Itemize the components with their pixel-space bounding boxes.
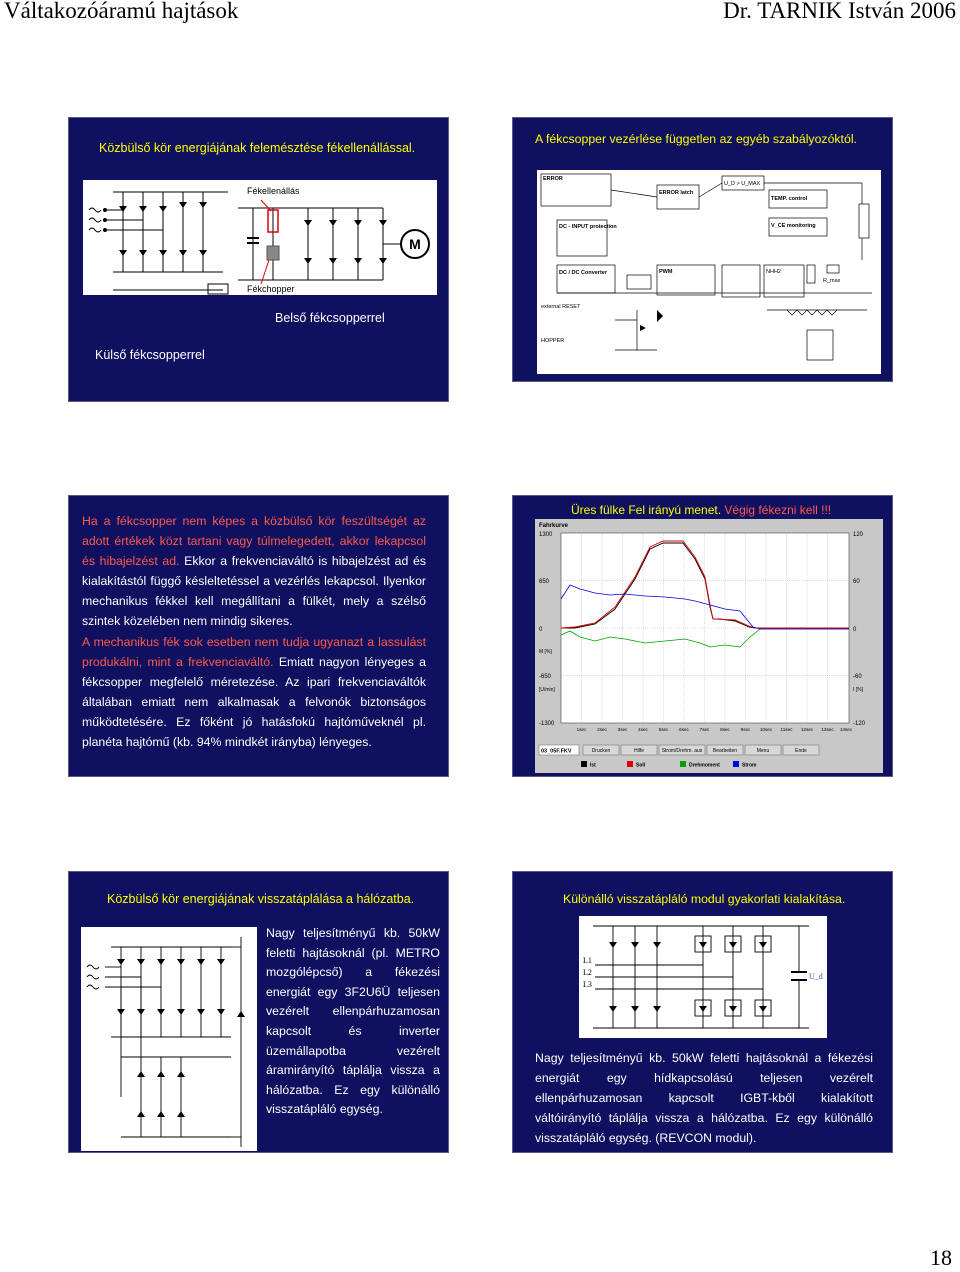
tt-10: 10sec <box>759 727 773 732</box>
legend-ist-swatch <box>581 761 587 767</box>
dg-nhh2: NHH2 <box>766 269 781 275</box>
rt-1: 60 <box>853 579 860 585</box>
svg-text:Hilfe: Hilfe <box>633 748 645 754</box>
legend-strom: Strom <box>742 762 757 769</box>
tt-7: 7sec <box>699 727 710 732</box>
caption-belso: Belső fékcsopperrel <box>275 311 385 325</box>
phase-l2: L2 <box>583 968 592 977</box>
tt-3: 3sec <box>617 727 628 732</box>
brake-resistor-schematic <box>83 180 437 295</box>
tt-8: 8sec <box>720 727 730 732</box>
slide-2 <box>512 117 893 382</box>
motor-label: M <box>409 236 421 252</box>
rt-4: -120 <box>853 721 866 727</box>
window-title: Fahrkurve <box>539 523 569 529</box>
caption-kulso: Külső fékcsopperrel <box>95 348 205 362</box>
svg-text:Bearbeiten: Bearbeiten <box>712 748 738 754</box>
slide-6 <box>512 871 893 1153</box>
revcon-schematic <box>579 916 827 1038</box>
tt-2: 2sec <box>597 727 607 732</box>
legend-ist: Ist <box>590 762 596 769</box>
chopper-control-schematic <box>537 170 881 374</box>
unit-u: [U/min] <box>539 687 555 693</box>
dg-hopper: HOPPER <box>541 338 565 344</box>
slide-2-title: A fékcsopper vezérlése független az egyéb szabályozóktól. <box>535 132 857 146</box>
tt-9: 9sec <box>740 727 751 732</box>
unit-m: M [%] <box>539 649 552 655</box>
dg-pwm: PWM <box>659 269 673 275</box>
slide-5-title: Közbülső kör energiájának visszatáplálása a hálózatba. <box>107 892 415 906</box>
dg-error: ERROR <box>543 176 563 182</box>
header-author: Dr. TARNIK István 2006 <box>723 0 956 23</box>
fekellenallas-label: Fékellenállás <box>247 186 300 196</box>
slide-6-title: Különálló visszatápláló modul gyakorlati kialakítása. <box>563 892 846 906</box>
lt-4: -1300 <box>539 721 555 727</box>
slide-6-text: Nagy teljesítményű kb. 50kW feletti hajtásoknál a fékezési energiát egy hídkapcsolású teljesen vezérelt ellenpárhuzamosan kapcsolt IGBT-kből kialakított váltóirányító táplálja vissza a hálózatba. Ez egy különálló visszatápláló egység. (REVCON modul). <box>535 1051 873 1145</box>
regenerative-schematic <box>81 927 257 1151</box>
dg-dcdc: DC / DC Converter <box>559 270 607 276</box>
lt-0: 1300 <box>539 532 553 538</box>
tt-14: 14sec <box>839 727 853 732</box>
tt-12: 12sec <box>800 727 814 732</box>
legend-drehmoment-swatch <box>680 761 686 767</box>
svg-text:Ende: Ende <box>795 748 807 754</box>
svg-text:Menu: Menu <box>756 748 770 754</box>
tt-6: 6sec <box>679 727 689 732</box>
revcon-circuit <box>579 916 827 1038</box>
slide-5 <box>68 871 449 1153</box>
tt-1: 1sec <box>576 727 587 732</box>
fahrkurve-window <box>535 519 883 773</box>
slide-5-text: Nagy teljesítményű kb. 50kW feletti hajtásoknál (pl. METRO mozgólépcső) a fékezési energiát egy 3F2U6Ü teljesen vezérelt ellenpárhuzamosan kapcsolt és inverter üzemállapotba vezérelt áramirányító táplálja vissza a hálózatba. Ez egy különálló visszatápláló egység. <box>266 926 440 1117</box>
legend-soll: Soll <box>636 762 646 769</box>
lt-3: -650 <box>539 674 552 680</box>
slide-3-p2-white: Emiatt nagyon lényeges a fékcsopper megfelelő méretezése. Az ipari frekvenciaváltók általában emiatt nem alkalmasak a felvonók biztonságos működtetésére. Ez főként jó hatásfokú hajtóműveknél pl. planéta hajtómű (kb. 94% mindkét irányba) lényeges. <box>82 654 427 750</box>
tt-5: 5sec <box>658 727 669 732</box>
dg-vce: V_CE monitoring <box>771 223 816 229</box>
slide-4-title-red: Végig fékezni kell !!! <box>721 503 832 517</box>
page-number: 18 <box>930 1245 952 1270</box>
file-label: 03_05F.FKV <box>541 748 572 755</box>
dg-error-latch: ERROR latch <box>659 190 694 196</box>
slide-3-p2-red: A mechanikus fék sok esetben nem tudja ugyanazt a lassulást produkálni, mint a frekvenciaváltó. <box>82 634 426 669</box>
slide-4-title-yellow: Üres fülke Fel irányú menet. <box>571 503 722 517</box>
tt-4: 4sec <box>638 727 648 732</box>
fekchopper-label: Fékchopper <box>247 284 295 294</box>
dg-rmax: R_max <box>823 278 841 284</box>
lt-2: 0 <box>539 627 543 633</box>
chopper-control-block-diagram <box>537 170 881 374</box>
slide-3-body <box>82 511 426 752</box>
slide-4 <box>512 495 893 777</box>
slide-3-p1-white: Ekkor a frekvenciaváltó is hibajelzést ad és kialakítástól függő késleltetéssel a vezérlés lekapcsol. Ilyenkor mechanikus fékkel kell megállítani a fülkét, mely a szélső szintek közelében nem mindig sikeres. <box>82 554 426 629</box>
tt-13: 13sec <box>821 727 834 732</box>
cap-label: U_d <box>809 972 823 981</box>
slide-3 <box>68 495 449 777</box>
legend-soll-swatch <box>627 761 633 767</box>
lt-1: 650 <box>539 579 550 585</box>
slide-1-title: Közbülső kör energiájának felemésztése fékellenállással. <box>99 141 416 155</box>
regenerative-circuit <box>81 927 257 1151</box>
dg-temp: TEMP. control <box>771 196 808 202</box>
dg-reset: external RESET <box>541 304 581 310</box>
phase-l3: L3 <box>583 980 592 989</box>
svg-text:Strom/Drehm. aus: Strom/Drehm. aus <box>661 748 703 754</box>
slide-4-title <box>571 503 831 517</box>
rt-0: 120 <box>853 532 864 538</box>
phase-l1: L1 <box>583 956 592 965</box>
slide-1 <box>68 117 449 402</box>
rt-3: -60 <box>853 674 862 680</box>
dg-dcinput: DC - INPUT protection <box>559 224 617 230</box>
fahrkurve-plot <box>535 519 883 773</box>
legend-strom-swatch <box>733 761 739 767</box>
brake-resistor-circuit <box>83 180 437 295</box>
header-title: Váltakozóáramú hajtások <box>4 0 239 23</box>
svg-text:Drucken: Drucken <box>591 748 611 754</box>
dg-udmax: U_D > U_MAX <box>724 181 761 187</box>
rt-2: 0 <box>853 627 857 633</box>
slide-3-p1-red: Ha a fékcsopper nem képes a közbülső kör feszültségét az adott értékek közt tartani vagy túlmelegedett, akkor lekapcsol és hibajelzést ad. <box>82 514 426 569</box>
legend-drehmoment: Drehmoment <box>689 762 720 769</box>
tt-11: 11sec <box>780 727 793 732</box>
unit-i: I [%] <box>853 687 864 693</box>
page-header <box>0 0 960 26</box>
